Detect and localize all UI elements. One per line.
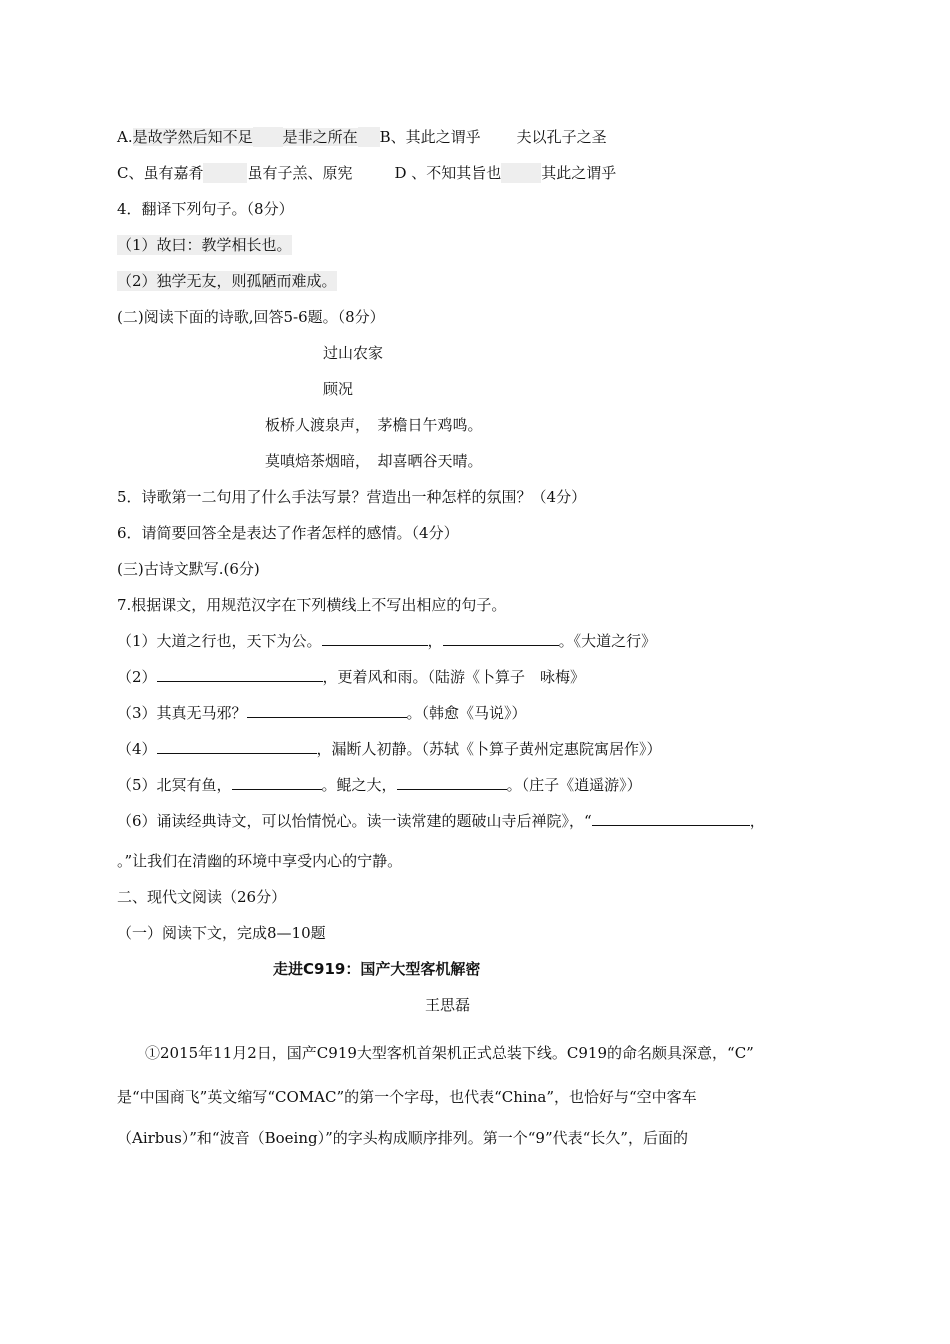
- answer-blank[interactable]: [247, 703, 407, 718]
- section-3-heading: (三)古诗文默写.(6分): [117, 560, 260, 578]
- option-row-cd: [117, 163, 616, 183]
- option-a-label: A.: [117, 128, 133, 146]
- option-c-label: C、虽有嘉肴: [117, 164, 204, 182]
- dictation-item-3: （3）其真无马邪？ 。（韩愈《马说》）: [117, 704, 527, 722]
- answer-blank[interactable]: [322, 631, 428, 646]
- answer-blank[interactable]: [443, 631, 559, 646]
- poem-title: 过山农家: [323, 344, 384, 362]
- answer-blank[interactable]: [232, 775, 322, 790]
- poem-line-2: 莫嗔焙茶烟暗， 却喜晒谷天晴。: [265, 452, 483, 470]
- dictation-item-4: （4） ，漏断人初静。（苏轼《卜算子黄州定惠院寓居作》）: [117, 740, 662, 758]
- answer-blank[interactable]: [157, 667, 323, 682]
- option-a-text-2: 是非之所在: [282, 128, 358, 146]
- answer-blank[interactable]: [592, 811, 750, 826]
- article-paragraph-1-line-3: （Airbus）”和“波音（Boeing）”的字头构成顺序排列。第一个“9”代表“长久”，后面的: [117, 1129, 688, 1147]
- part-2-heading: 二、现代文阅读（26分）: [117, 888, 287, 906]
- poem-line-1: 板桥人渡泉声， 茅檐日午鸡鸣。: [265, 416, 483, 434]
- article-author: 王思磊: [425, 996, 471, 1014]
- option-d-label: D 、不知其旨也: [394, 164, 502, 182]
- option-row-ab: [117, 127, 607, 147]
- article-title: 走进C919：国产大型客机解密: [273, 960, 481, 978]
- option-c-text-2: 虽有子羔、原宪: [247, 164, 353, 182]
- question-5: 5．诗歌第一二句用了什么手法写景？营造出一种怎样的氛围？（4分）: [117, 488, 587, 506]
- dictation-item-5: （5）北冥有鱼， 。鲲之大， 。（庄子《逍遥游》）: [117, 776, 642, 794]
- article-paragraph-1-line-1: ①2015年11月2日，国产C919大型客机首架机正式总装下线。C919的命名颇具深意，“C”: [145, 1044, 754, 1062]
- option-d-text-2: 其此之谓乎: [541, 164, 617, 182]
- answer-blank[interactable]: [397, 775, 507, 790]
- question-6: 6．请简要回答全是表达了作者怎样的感情。（4分）: [117, 524, 459, 542]
- article-paragraph-1-line-2: 是“中国商飞”英文缩写“COMAC”的第一个字母，也代表“China”，也恰好与“空中客车: [117, 1088, 697, 1106]
- dictation-item-6: （6）诵读经典诗文，可以怡情悦心。读一读常建的题破山寺后禅院》，“ ，: [117, 812, 765, 830]
- part-2-subheading: （一）阅读下文，完成8—10题: [117, 924, 326, 942]
- option-b-label: B、其此之谓乎: [379, 128, 481, 146]
- poem-author: 顾况: [323, 380, 354, 398]
- question-4: 4．翻译下列句子。（8分）: [117, 200, 294, 218]
- question-7: 7.根据课文，用规范汉字在下列横线上不写出相应的句子。: [117, 596, 507, 614]
- q4-sentence-1: （1）故曰：教学相长也。: [117, 236, 292, 254]
- answer-blank[interactable]: [157, 739, 317, 754]
- dictation-item-2: （2） ，更着风和雨。（陆游《卜算子 咏梅》: [117, 668, 586, 686]
- dictation-item-1: （1）大道之行也，天下为公。 ， 。《大道之行》: [117, 632, 657, 650]
- section-2-heading: (二)阅读下面的诗歌,回答5-6题。（8分）: [117, 308, 385, 326]
- q4-sentence-2: （2）独学无友，则孤陋而难成。: [117, 272, 337, 290]
- dictation-item-6-cont: 。”让我们在清幽的环境中享受内心的宁静。: [117, 852, 403, 870]
- option-b-text-2: 夫以孔子之圣: [516, 128, 607, 146]
- option-a-text-1: 是故学然后知不足: [132, 128, 253, 146]
